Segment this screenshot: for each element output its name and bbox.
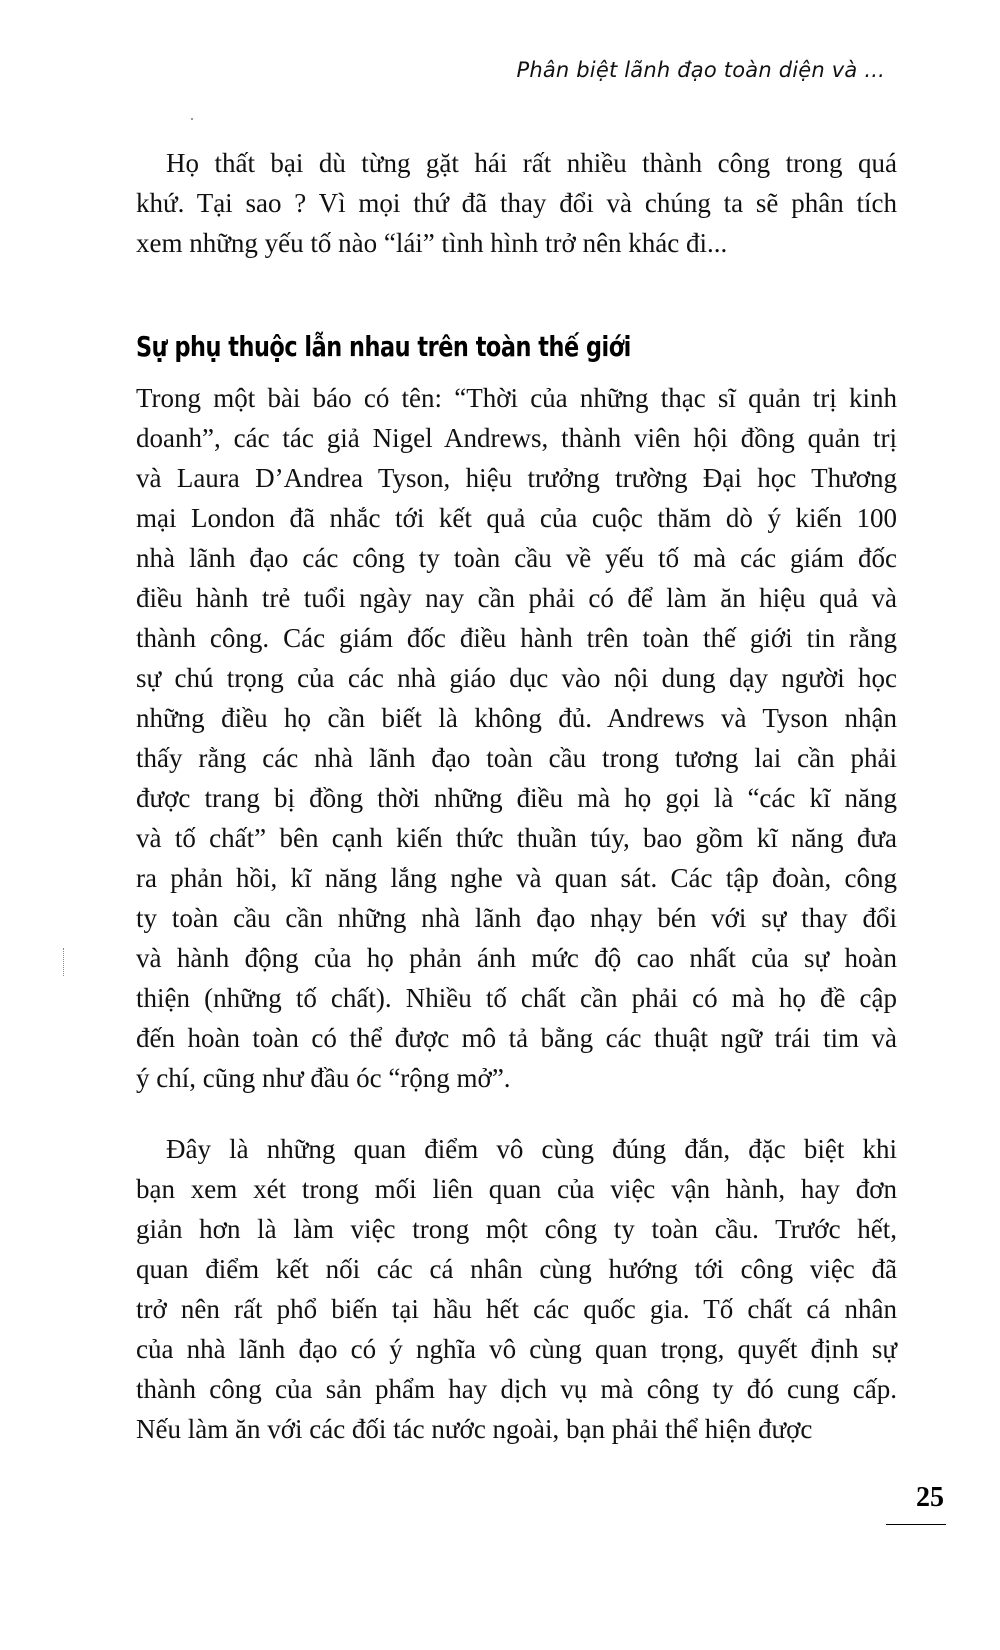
paragraph-line: Nếu làm ăn với các đối tác nước ngoài, bạn phải thể hiện được [136, 1414, 813, 1444]
paragraph-line: những điều họ cần biết là không đủ. Andrews và Tyson nhận [136, 703, 897, 733]
paragraph-line: thành công của sản phẩm hay dịch vụ mà công ty đó cung cấp. [136, 1374, 897, 1404]
paragraph-survey [136, 378, 897, 1098]
paragraph-analysis [136, 1129, 897, 1449]
paragraph-line: ý chí, cũng như đầu óc “rộng mở”. [136, 1063, 511, 1093]
paragraph-line: thành công. Các giám đốc điều hành trên toàn thế giới tin rằng [136, 623, 897, 653]
section-heading: Sự phụ thuộc lẫn nhau trên toàn thế giới [136, 330, 631, 363]
paragraph-line: Họ thất bại dù từng gặt hái rất nhiều thành công trong quá [166, 148, 897, 178]
margin-scan-mark [63, 948, 65, 976]
paragraph-line: ra phản hồi, kĩ năng lắng nghe và quan sát. Các tập đoàn, công [136, 863, 897, 893]
paragraph-line: xem những yếu tố nào “lái” tình hình trở nên khác đi... [136, 228, 728, 258]
running-header: Phân biệt lãnh đạo toàn diện và ... [516, 58, 885, 82]
paragraph-line: trở nên rất phổ biến tại hầu hết các quốc gia. Tố chất cá nhân [136, 1294, 897, 1324]
paragraph-line: doanh”, các tác giả Nigel Andrews, thành viên hội đồng quản trị [136, 423, 897, 453]
page-number-rule [886, 1524, 946, 1525]
paragraph-line: ty toàn cầu cần những nhà lãnh đạo nhạy bén với sự thay đổi [136, 903, 897, 933]
paragraph-line: và tố chất” bên cạnh kiến thức thuần túy, bao gồm kĩ năng đưa [136, 823, 897, 853]
paragraph-line: thiện (những tố chất). Nhiều tố chất cần phải có mà họ đề cập [136, 983, 897, 1013]
paragraph-line: nhà lãnh đạo các công ty toàn cầu về yếu tố mà các giám đốc [136, 543, 897, 573]
scan-speck [191, 118, 193, 120]
paragraph-intro [136, 143, 897, 263]
paragraph-line: và Laura D’Andrea Tyson, hiệu trưởng trường Đại học Thương [136, 463, 897, 493]
paragraph-line: mại London đã nhắc tới kết quả của cuộc thăm dò ý kiến 100 [136, 503, 897, 533]
paragraph-line: Đây là những quan điểm vô cùng đúng đắn, đặc biệt khi [166, 1134, 897, 1164]
page-number: 25 [916, 1482, 944, 1513]
paragraph-line: bạn xem xét trong mối liên quan của việc vận hành, hay đơn [136, 1174, 897, 1204]
paragraph-line: của nhà lãnh đạo có ý nghĩa vô cùng quan trọng, quyết định sự [136, 1334, 897, 1364]
paragraph-line: Trong một bài báo có tên: “Thời của những thạc sĩ quản trị kinh [136, 383, 897, 413]
paragraph-line: quan điểm kết nối các cá nhân cùng hướng tới công việc đã [136, 1254, 897, 1284]
paragraph-line: khứ. Tại sao ? Vì mọi thứ đã thay đổi và chúng ta sẽ phân tích [136, 188, 897, 218]
paragraph-line: được trang bị đồng thời những điều mà họ gọi là “các kĩ năng [136, 783, 897, 813]
paragraph-line: và hành động của họ phản ánh mức độ cao nhất của sự hoàn [136, 943, 897, 973]
paragraph-line: thấy rằng các nhà lãnh đạo toàn cầu trong tương lai cần phải [136, 743, 897, 773]
paragraph-line: điều hành trẻ tuổi ngày nay cần phải có để làm ăn hiệu quả và [136, 583, 897, 613]
paragraph-line: giản hơn là làm việc trong một công ty toàn cầu. Trước hết, [136, 1214, 897, 1244]
paragraph-line: đến hoàn toàn có thể được mô tả bằng các thuật ngữ trái tim và [136, 1023, 897, 1053]
paragraph-line: sự chú trọng của các nhà giáo dục vào nội dung dạy người học [136, 663, 897, 693]
